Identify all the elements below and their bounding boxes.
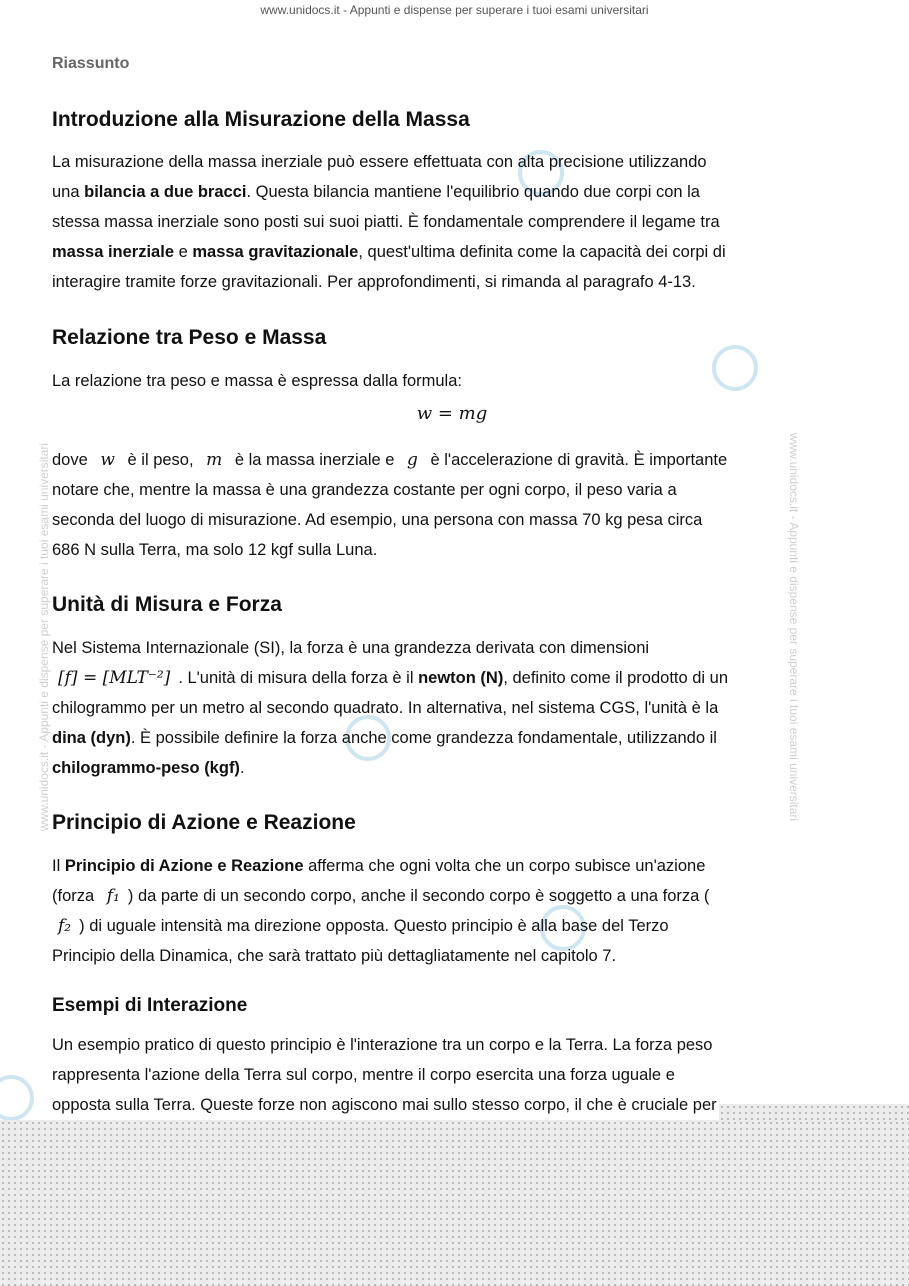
side-watermark-left: www.unidocs.it - Appunti e dispense per superare i tuoi esami universitari: [37, 442, 52, 832]
section-title-weight-mass: Relazione tra Peso e Massa: [52, 326, 327, 349]
preview-blur-overlay: [0, 1120, 909, 1286]
section-title-units-force: Unità di Misura e Forza: [52, 593, 282, 616]
section-title-action-reaction: Principio di Azione e Reazione: [52, 811, 356, 834]
paragraph-action-reaction: Il Principio di Azione e Reazione afferma che ogni volta che un corpo subisce un'azione (forza f₁ ) da parte di un secondo corpo, anche il secondo corpo è soggetto a una forza ( f₂ ) di uguale intensità ma direzione opposta. Questo principio è alla base del Terzo Principio della Dinamica, che sarà trattato più dettagliatamente nel capitolo 7.: [52, 857, 710, 965]
paragraph-measurement: La misurazione della massa inerziale può essere effettuata con alta precisione utilizzando una bilancia a due bracci. Questa bilancia mantiene l'equilibrio quando due corpi con la stessa massa inerziale sono posti sui suoi piatti. È fondamentale comprendere il legame tra massa inerziale e massa gravitazionale, quest'ultima definita come la capacità dei corpi di interagire tramite forze gravitazionali. Per approfondimenti, si rimanda al paragrafo 4-13.: [52, 153, 726, 291]
paragraph-weight-mass: dove w è il peso, m è la massa inerziale e g è l'accelerazione di gravità. È importante notare che, mentre la massa è una grandezza costante per ogni corpo, il peso varia a seconda del luogo di misurazione. Ad esempio, una persona con massa 70 kg pesa circa 686 N sulla Terra, ma solo 12 kgf sulla Luna.: [52, 450, 728, 559]
side-watermark-right: www.unidocs.it - Appunti e dispense per superare i tuoi esami universitari: [787, 432, 802, 822]
section-title-measurement: Introduzione alla Misurazione della Massa: [52, 108, 470, 131]
weight-formula: w = mg: [416, 403, 488, 424]
paragraph-weight-intro: La relazione tra peso e massa è espressa dalla formula:: [52, 372, 462, 390]
unidocs-logo-icon: [0, 1075, 34, 1121]
summary-label: Riassunto: [52, 55, 130, 72]
watermark-header: www.unidocs.it - Appunti e dispense per superare i tuoi esami universitari: [260, 3, 649, 17]
section-title-interaction-examples: Esempi di Interazione: [52, 995, 248, 1016]
paragraph-interaction-examples: Un esempio pratico di questo principio è l'interazione tra un corpo e la Terra. La forza peso rappresenta l'azione della Terra sul corpo, mentre il corpo esercita una forza uguale e opposta sulla Terra. Queste forze non agiscono mai sullo stesso corpo, il che è cruciale per: [52, 1036, 717, 1114]
paragraph-units-force: Nel Sistema Internazionale (SI), la forza è una grandezza derivata con dimensioni [f] = [MLT⁻²] . L'unità di misura della forza è il newton (N), definito come il prodotto di un chilogrammo per un metro al secondo quadrato. In alternativa, nel sistema CGS, l'unità è la dina (dyn). È possibile definire la forza anche come grandezza fondamentale, utilizzando il chilogrammo-peso (kgf).: [52, 639, 729, 777]
